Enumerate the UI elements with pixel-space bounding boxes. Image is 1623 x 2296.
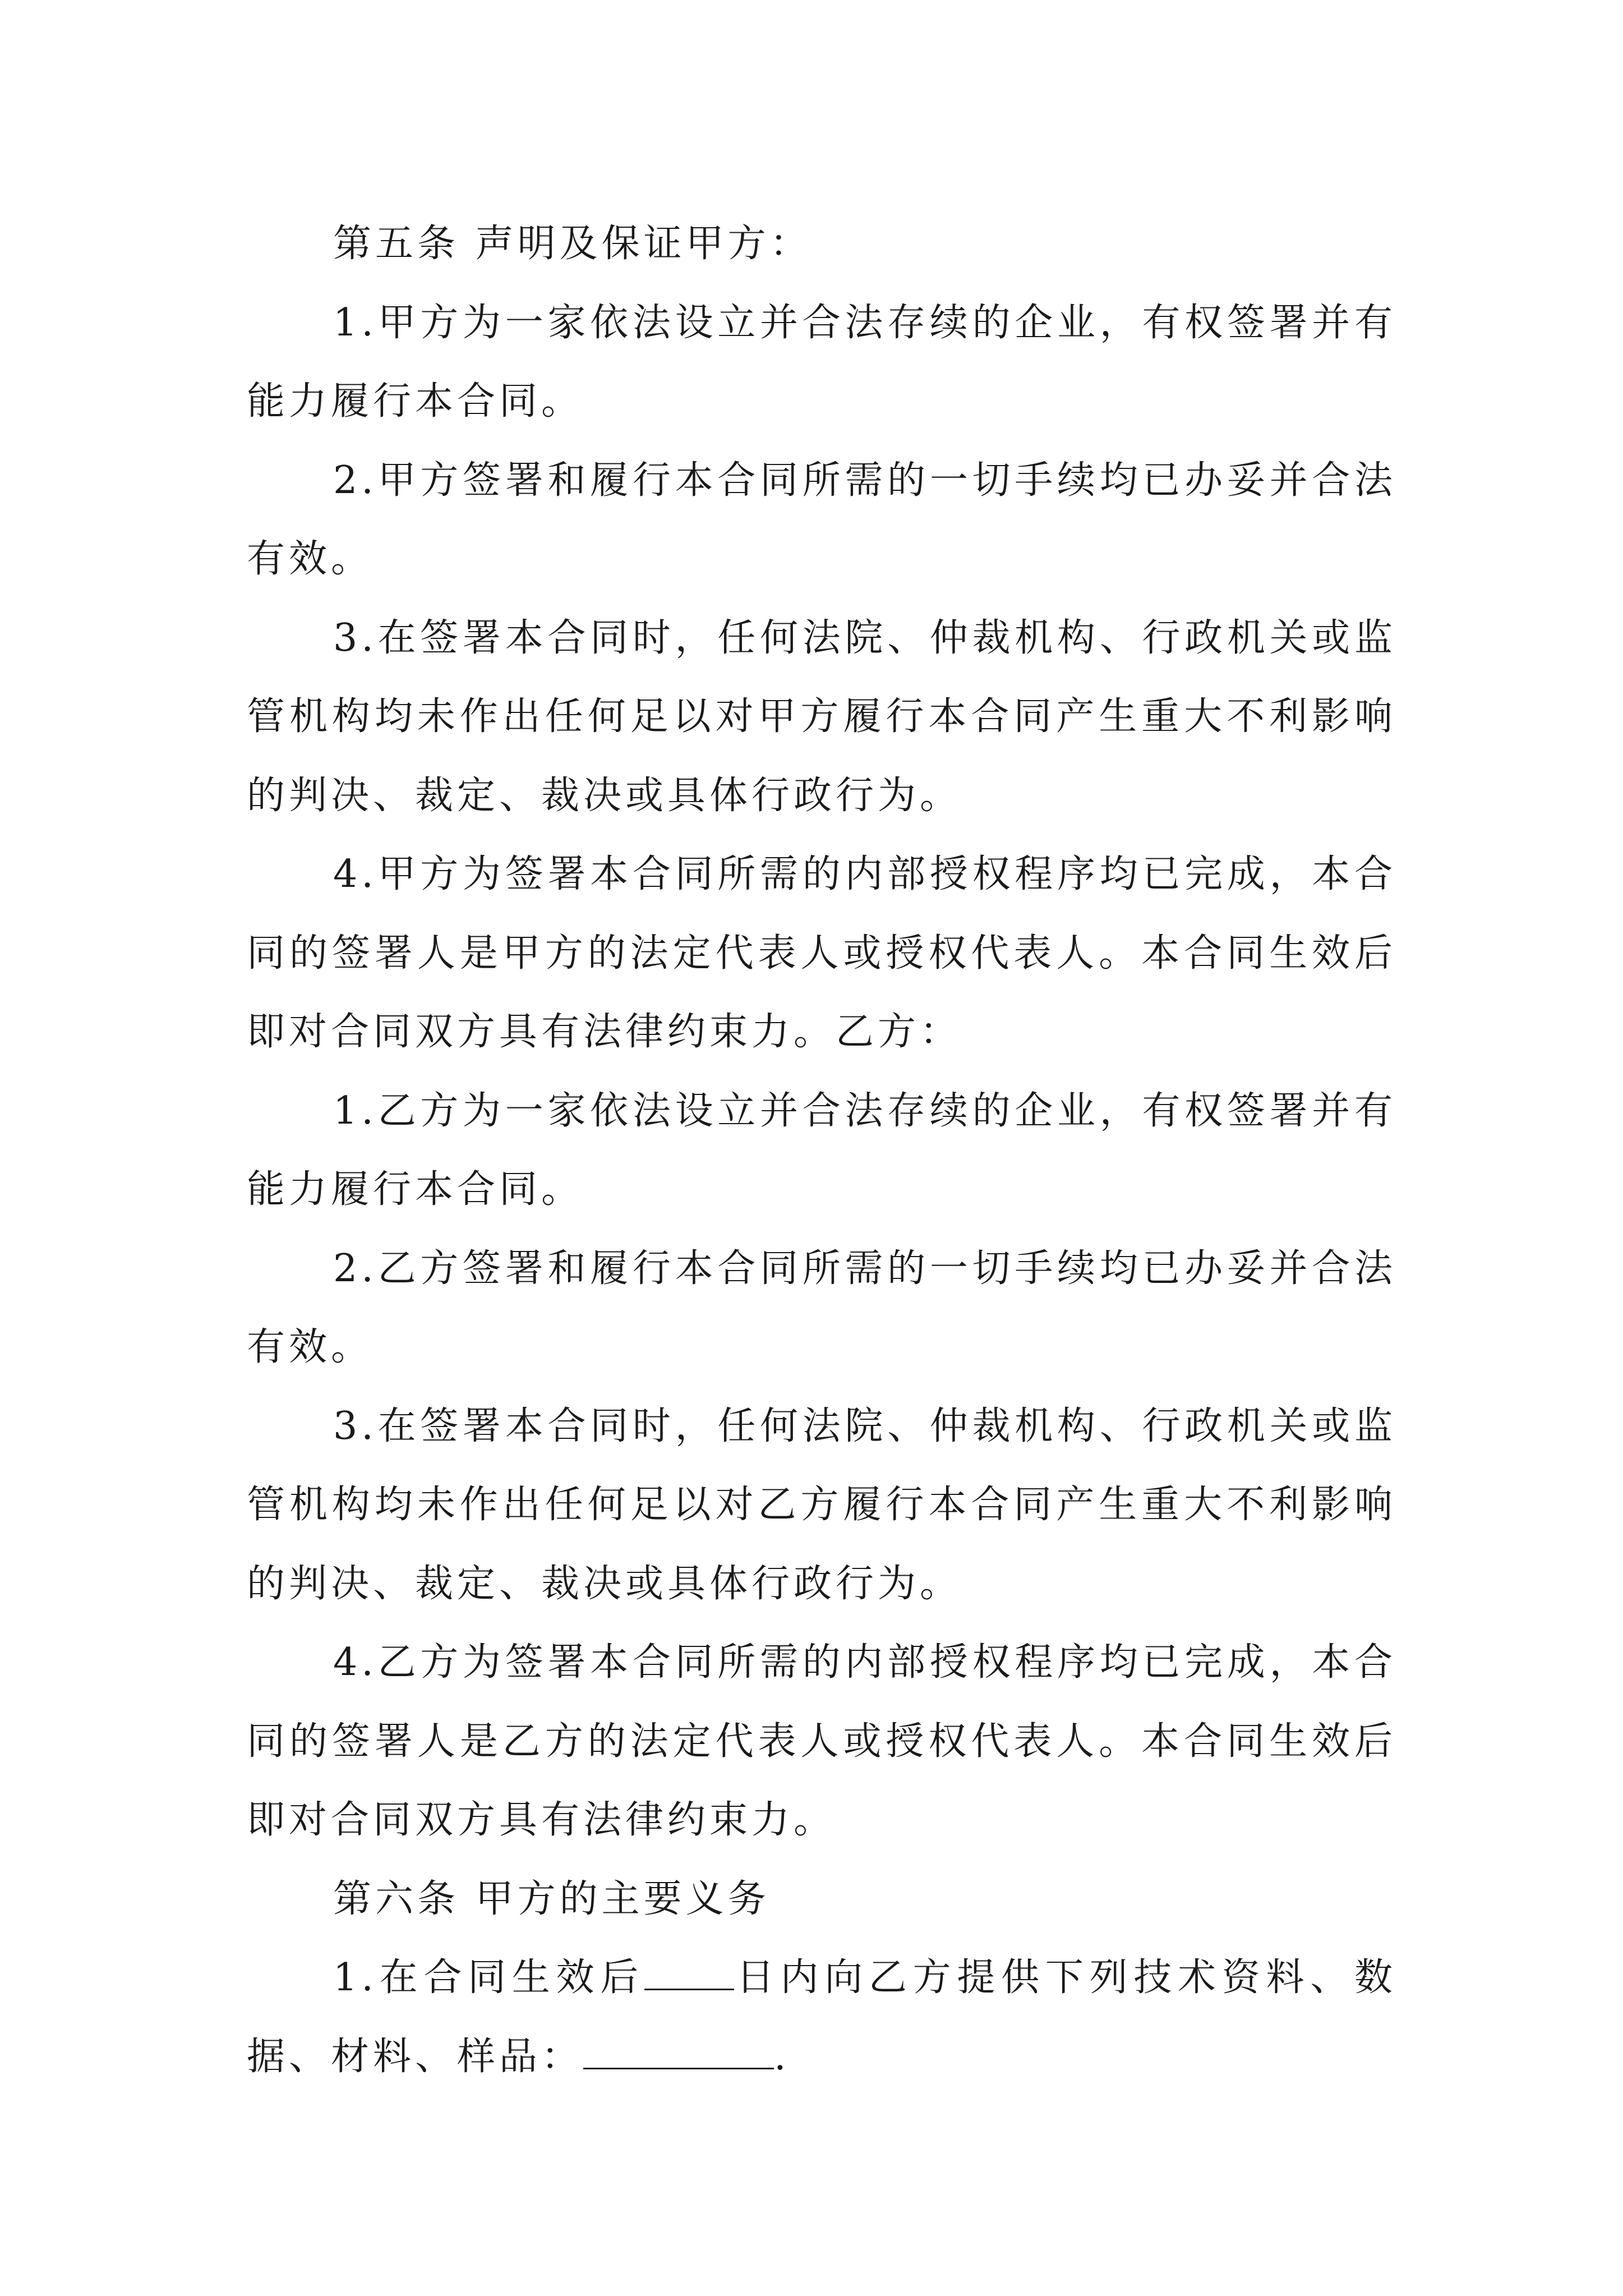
party-b-item-2: 2.乙方签署和履行本合同所需的一切手续均已办妥并合法有效。 [247,1246,1396,1369]
article-6-heading: 第六条 甲方的主要义务 [333,1876,770,1921]
article-6-item-1-text-a: 1.在合同生效后 [333,1955,644,2000]
days-blank[interactable] [644,1950,734,1990]
party-b-item-3: 3.在签署本合同时，任何法院、仲裁机构、行政机关或监管机构均未作出任何足以对乙方履行本合同产生重大不利影响的判决、裁定、裁决或具体行政行为。 [247,1404,1396,1606]
party-a-item-1: 1.甲方为一家依法设立并合法存续的企业，有权签署并有能力履行本合同。 [247,300,1396,424]
article-5-heading: 第五条 声明及保证甲方： [333,222,812,266]
party-a-item-4: 4.甲方为签署本合同所需的内部授权程序均已完成，本合同的签署人是甲方的法定代表人或授权代表人。本合同生效后即对合同双方具有法律约束力。乙方： [247,852,1396,1054]
article-6-item-1-end: . [774,2034,790,2079]
party-b-item-1: 1.乙方为一家依法设立并合法存续的企业，有权签署并有能力履行本合同。 [247,1088,1396,1212]
document-body [247,205,1396,2096]
party-a-item-2: 2.甲方签署和履行本合同所需的一切手续均已办妥并合法有效。 [247,458,1396,581]
materials-blank[interactable] [583,2030,774,2069]
article-6-item-1 [247,1939,1396,2096]
article-6-item-1-text-b: 日内向乙方提供下列技术资料、数据、材料、样品： [247,1955,1396,2079]
party-a-item-3: 3.在签署本合同时，任何法院、仲裁机构、行政机关或监管机构均未作出任何足以对甲方履行本合同产生重大不利影响的判决、裁定、裁决或具体行政行为。 [247,615,1396,818]
party-b-item-4: 4.乙方为签署本合同所需的内部授权程序均已完成，本合同的签署人是乙方的法定代表人或授权代表人。本合同生效后即对合同双方具有法律约束力。 [247,1640,1396,1842]
